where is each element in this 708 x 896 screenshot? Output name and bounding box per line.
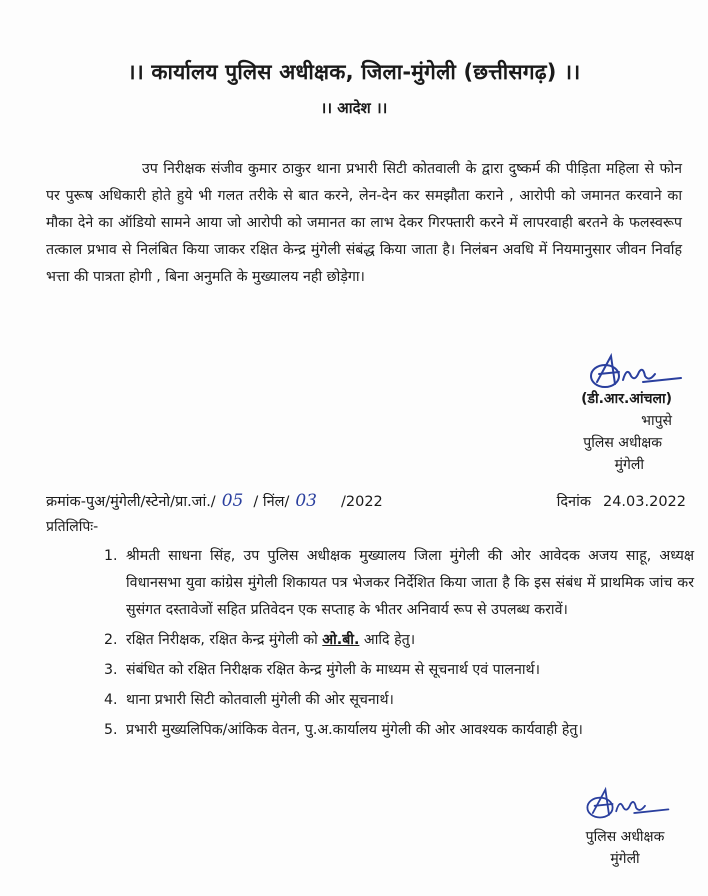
copy-item: 2. रक्षित निरीक्षक, रक्षित केन्द्र मुंगेली को ओ.बी. आदि हेतु। <box>104 632 416 648</box>
signatory-name: (डी.आर.आंचला) <box>581 391 672 407</box>
copy-label: प्रतिलिपिः- <box>46 519 99 535</box>
footer-signature-icon <box>582 784 672 824</box>
signatory-place: मुंगेली <box>614 457 644 473</box>
ob-emphasis: ओ.बी. <box>322 632 360 648</box>
signature-icon <box>585 352 685 392</box>
reference-line <box>46 491 686 511</box>
copy-item: 5. प्रभारी मुख्यलिपिक/आंकिक वेतन, पु.अ.कार्यालय मुंगेली की ओर आवश्यक कार्यवाही हेतु। <box>104 722 583 738</box>
office-title: ।। कार्यालय पुलिस अधीक्षक, जिला-मुंगेली (छत्तीसगढ़) ।। <box>127 60 581 84</box>
copy-item: 3. संबंधित को रक्षित निरीक्षक रक्षित केन्द्र मुंगेली के माध्यम से सूचनार्थ एवं पालनार्थ। <box>104 662 540 678</box>
reference-mid: / निंल/ <box>253 494 290 510</box>
date-label: दिनांक <box>556 494 591 510</box>
copy-item: 1. श्रीमती साधना सिंह, उप पुलिस अधीक्षक मुख्यालय जिला मुंगेली की ओर आवेदक अजय साहू, अध्यक्ष विधानसभा युवा कांग्रेस मुंगेली शिकायत पत्र भेजकर निर्देशित किया जाता है कि इस संबंध में प्राथमिक जांच कर सुसंगत दस्तावेजों सहित प्रतिवेदन एक सप्ताह के भीतर अनिवार्य रूप से उपलब्ध करावें। <box>104 548 694 618</box>
signatory-service: भापुसे <box>641 413 672 429</box>
footer-signatory-block <box>560 826 690 870</box>
footer-place: मुंगेली <box>610 851 640 867</box>
reference-number: 05 <box>221 491 244 511</box>
reference-prefix: क्रमांक-पुअ/मुंगेली/स्टेनो/प्रा.जां./ <box>46 494 216 510</box>
signatory-block <box>520 388 672 476</box>
order-body: उप निरीक्षक संजीव कुमार ठाकुर थाना प्रभारी सिटी कोतवाली के द्वारा दुष्कर्म की पीड़िता महिला से फोन पर पुरूष अधिकारी होते हुये भी गलत तरीके से बात करने, लेन-देन कर समझौता कराने , आरोपी को जमानत करवाने का मौका देने का ऑडियो सामने आया जो आरोपी को जमानत का लाभ देकर गिरफ्तारी करने में लापरवाही बरतने के फलस्वरूप तत्काल प्रभाव से निलंबित किया जाकर रक्षित केन्द्र मुंगेली संबंद्ध किया जाता है। निलंबन अवधि में नियमानुसार जीवन निर्वाह भत्ता की पात्रता होगी , बिना अनुमति के मुख्यालय नही छोड़ेगा। <box>46 161 682 285</box>
reference-sub-number: 03 <box>295 491 317 511</box>
order-heading: ।। आदेश ।। <box>320 99 388 117</box>
copy-item: 4. थाना प्रभारी सिटी कोतवाली मुंगेली की ओर सूचनार्थ। <box>104 692 394 708</box>
date-value: 24.03.2022 <box>602 494 686 510</box>
copy-list <box>104 543 694 747</box>
footer-designation: पुलिस अधीक्षक <box>585 829 665 845</box>
signatory-designation: पुलिस अधीक्षक <box>583 435 662 451</box>
reference-year: /2022 <box>341 494 383 510</box>
